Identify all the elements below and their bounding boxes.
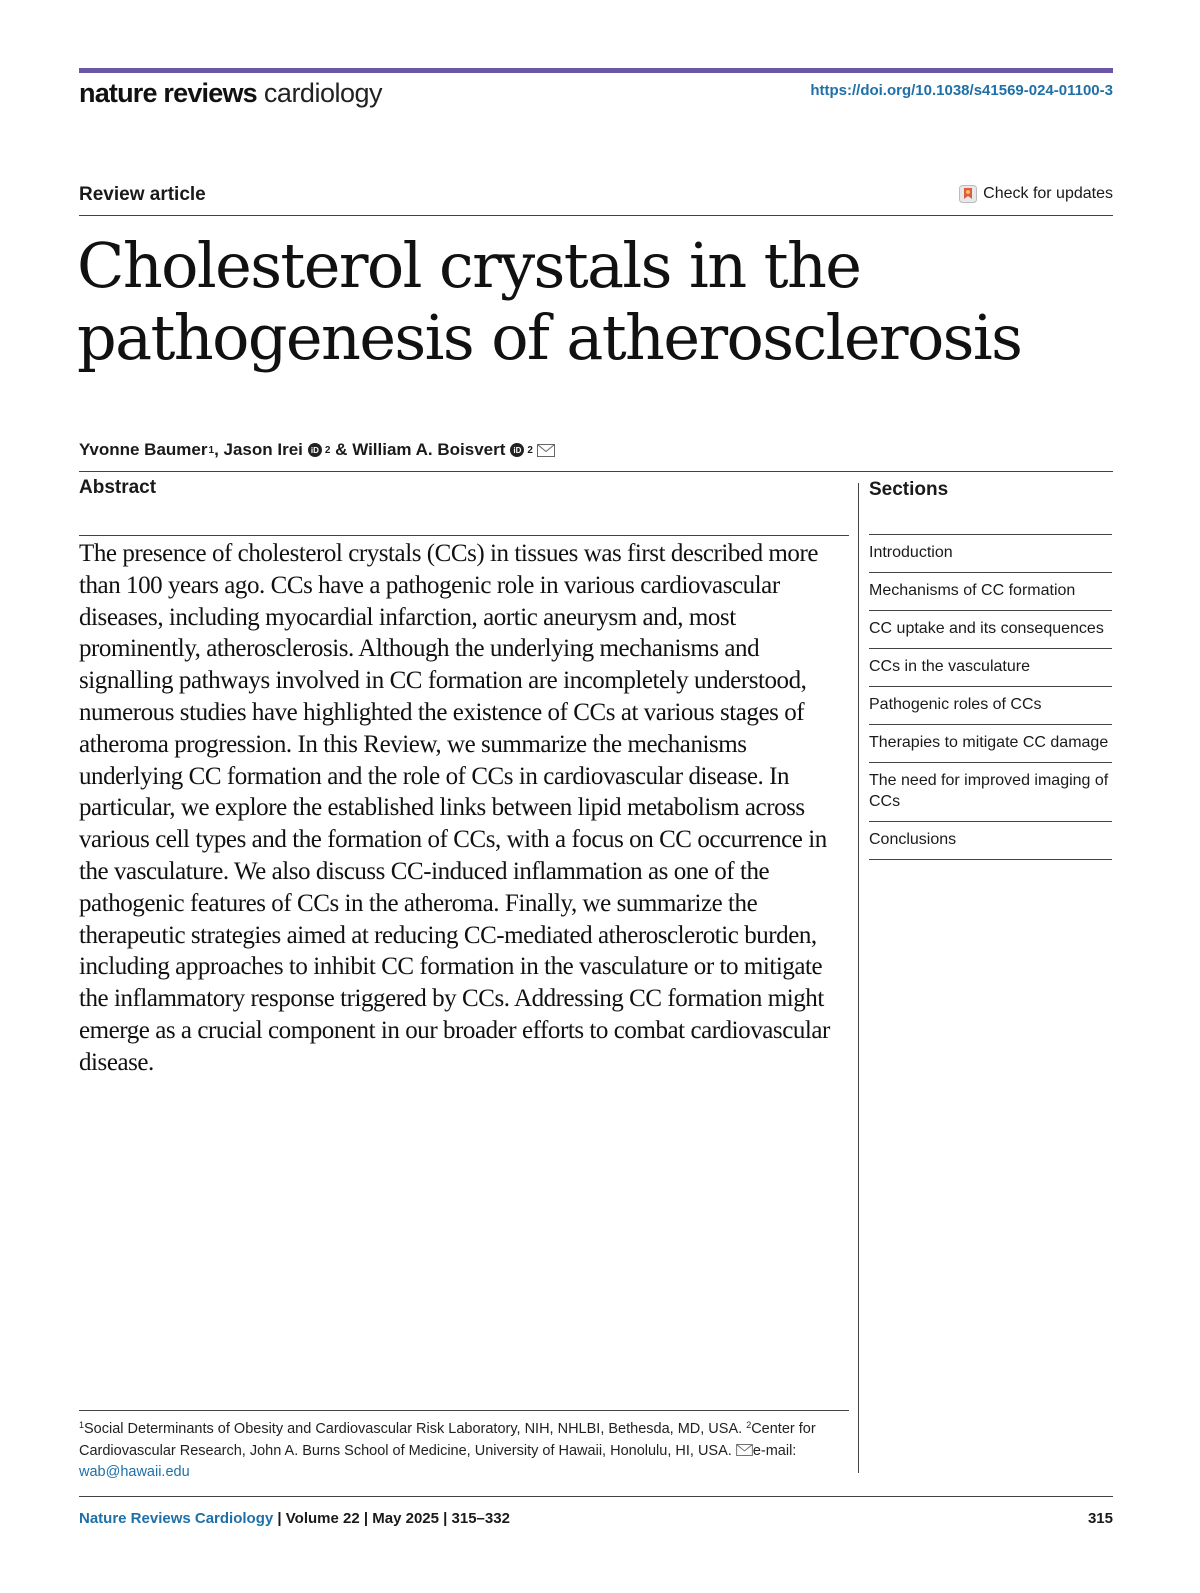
footer-separator: | <box>438 1510 452 1527</box>
divider <box>79 471 1113 472</box>
footer-journal-link[interactable]: Nature Reviews Cardiology <box>79 1510 274 1527</box>
footer-date: May 2025 <box>372 1510 439 1527</box>
article-title: Cholesterol crystals in the pathogenesis of atherosclerosis <box>77 229 1022 374</box>
page-number: 315 <box>1087 1510 1113 1527</box>
section-link-conclusions[interactable]: Conclusions <box>869 822 1112 860</box>
section-link-cc-uptake[interactable]: CC uptake and its consequences <box>869 611 1112 649</box>
divider <box>79 1496 1113 1497</box>
author-separator: & <box>330 440 353 459</box>
section-link-therapies[interactable]: Therapies to mitigate CC damage <box>869 725 1112 763</box>
affiliation-marker: 1 <box>208 444 215 456</box>
section-link-mechanisms[interactable]: Mechanisms of CC formation <box>869 573 1112 611</box>
affiliation-text: Social Determinants of Obesity and Cardiovascular Risk Laboratory, NIH, NHLBI, Bethesda, MD, USA. <box>84 1421 747 1437</box>
affiliation-text: Center for Cardiovascular Research, John A. Burns School of Medicine, University of Hawaii, Honolulu, HI, USA. <box>79 1421 816 1459</box>
affiliation-marker: 2 <box>324 444 331 456</box>
affiliation-number: 2 <box>746 1420 752 1430</box>
email-link[interactable]: wab@hawaii.edu <box>79 1464 190 1480</box>
footer-pages: 315–332 <box>451 1510 510 1527</box>
check-updates-icon <box>959 185 977 203</box>
journal-name-bold: nature reviews <box>79 78 257 108</box>
author-name[interactable]: Yvonne Baumer <box>79 440 208 459</box>
check-for-updates-button[interactable] <box>959 185 1113 203</box>
orcid-icon[interactable]: iD <box>308 443 322 457</box>
footer-citation <box>79 1510 510 1527</box>
article-type: Review article <box>79 184 206 205</box>
journal-name-light: cardiology <box>263 78 382 108</box>
footer-separator: | <box>359 1510 373 1527</box>
mail-icon[interactable] <box>537 444 555 457</box>
divider <box>79 535 849 536</box>
affiliation-number: 1 <box>79 1420 85 1430</box>
divider <box>79 215 1113 216</box>
divider <box>79 1410 849 1411</box>
section-link-pathogenic-roles[interactable]: Pathogenic roles of CCs <box>869 687 1112 725</box>
author-list <box>79 440 555 460</box>
footer-volume: Volume 22 <box>285 1510 360 1527</box>
author-separator: , <box>214 440 224 459</box>
journal-accent-bar <box>79 68 1113 73</box>
sections-nav <box>869 478 1112 860</box>
email-label: e-mail: <box>752 1442 797 1459</box>
author-name[interactable]: Jason Irei <box>223 440 303 459</box>
doi-link[interactable]: https://doi.org/10.1038/s41569-024-01100-3 <box>810 82 1113 99</box>
section-link-introduction[interactable]: Introduction <box>869 535 1112 573</box>
author-name[interactable]: William A. Boisvert <box>352 440 506 459</box>
mail-icon <box>736 1444 753 1456</box>
affiliations-footnote <box>79 1415 849 1484</box>
sections-list <box>869 535 1112 860</box>
affiliation-marker: 2 <box>527 444 533 456</box>
section-link-vasculature[interactable]: CCs in the vasculature <box>869 649 1112 687</box>
abstract-text: The presence of cholesterol crystals (CCs) in tissues was first described more than 100 years ago. CCs have a pathogenic role in various cardiovascular diseases, including myocardial infarction, aortic aneurysm and, most prominently, atherosclerosis. Although the underlying mechanisms and signalling pathways involved in CC formation are incompletely understood, numerous studies have highlighted the existence of CCs at various stages of atheroma progression. In this Review, we summarize the mechanisms underlying CC formation and the role of CCs in cardiovascular disease. In particular, we explore the established links between lipid metabolism across various cell types and the formation of CCs, with a focus on CC occurrence in the vasculature. We also discuss CC-induced inflammation as one of the pathogenic features of CCs in the atheroma. Finally, we summarize the therapeutic strategies aimed at reducing CC-mediated atherosclerotic burden, including approaches to inhibit CC formation in the vasculature or to mitigate the inflammatory response triggered by CCs. Addressing CC formation might emerge as a crucial component in our broader efforts to combat cardiovascular disease. <box>79 540 830 1076</box>
orcid-icon[interactable]: iD <box>510 443 524 457</box>
sections-heading: Sections <box>869 478 1112 535</box>
column-divider <box>858 483 859 1473</box>
section-link-imaging[interactable]: The need for improved imaging of CCs <box>869 763 1112 822</box>
check-for-updates-label: Check for updates <box>983 185 1113 202</box>
abstract-heading: Abstract <box>79 477 157 498</box>
journal-logo <box>79 76 382 110</box>
footer-separator: | <box>273 1510 286 1527</box>
